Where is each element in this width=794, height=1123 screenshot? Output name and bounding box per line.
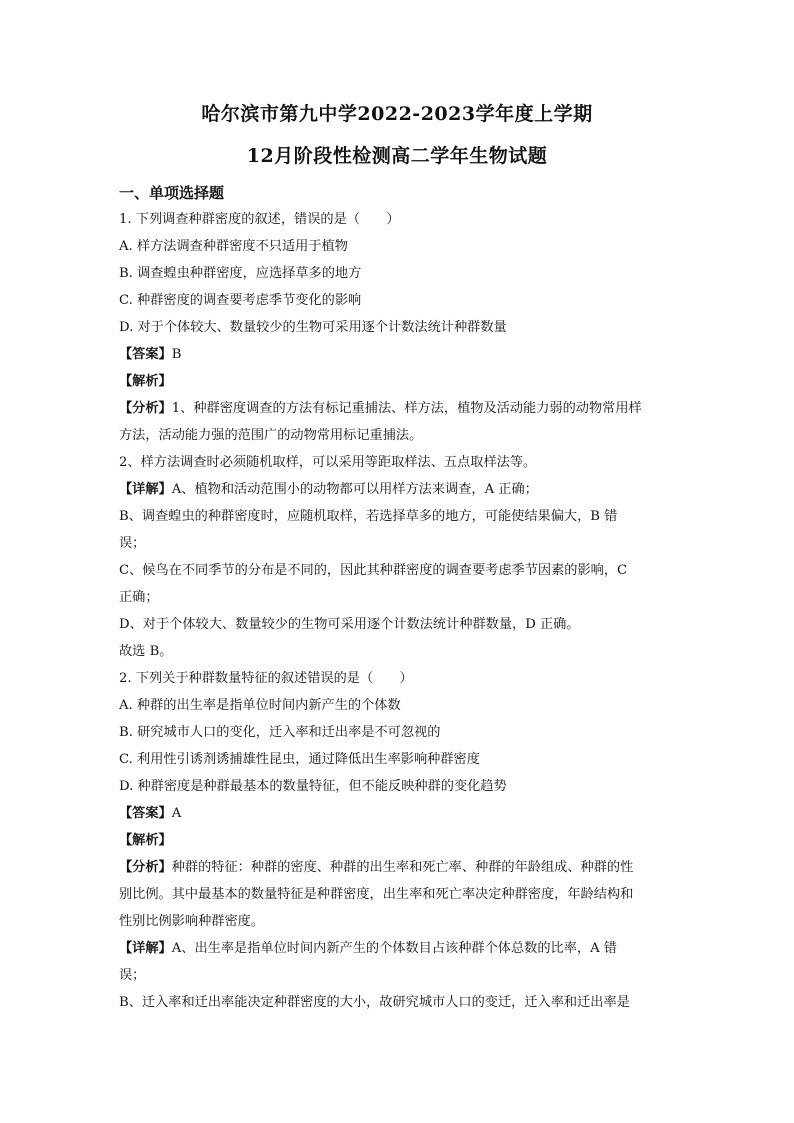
text-line [119,287,664,314]
text-line [119,476,664,503]
line-tag: 【答案】 [119,806,172,821]
text-line [119,557,664,584]
line-text: 1. 下列调查种群密度的叙述，错误的是（ ） [119,212,400,227]
line-tag: 【详解】 [119,941,172,956]
line-text: A [171,806,182,821]
text-line [119,314,664,341]
text-line [119,746,664,773]
line-text: 误； [119,536,146,551]
text-line [119,935,664,962]
line-text: C、候鸟在不同季节的分布是不同的，因此其种群密度的调查要考虑季节因素的影响，C [119,563,628,578]
text-line [119,233,664,260]
line-tag: 【解析】 [119,374,172,389]
line-tag: 【解析】 [119,833,172,848]
line-text: B. 调查蝗虫种群密度，应选择草多的地方 [119,266,362,281]
line-text: A、植物和活动范围小的动物都可以用样方法来调查，A 正确； [171,482,538,497]
text-line [119,827,664,854]
document-title: 哈尔滨市第九中学2022-2023学年度上学期 [201,103,593,125]
document-subtitle: 12月阶段性检测高二学年生物试题 [246,145,548,167]
line-text: 别比例。其中最基本的数量特征是种群密度，出生率和死亡率决定种群密度，年龄结构和 [119,887,634,902]
line-tag: 【分析】 [119,401,172,416]
text-line [119,260,664,287]
text-line [119,206,664,233]
line-text: 2、样方法调查时必须随机取样，可以采用等距取样法、五点取样法等。 [119,455,537,470]
line-text: 故选 B。 [119,644,173,659]
text-line [119,611,664,638]
line-text: B [171,347,182,362]
line-tag: 【答案】 [119,347,172,362]
line-text: 方法，活动能力强的范围广的动物常用标记重捕法。 [119,428,423,443]
text-line [119,638,664,665]
line-text: C. 种群密度的调查要考虑季节变化的影响 [119,293,362,308]
text-line [119,665,664,692]
line-text: A. 样方法调查种群密度不只适用于植物 [119,239,348,254]
line-tag: 【分析】 [119,860,172,875]
text-line [119,881,664,908]
section-heading: 一、单项选择题 [119,184,225,202]
text-line [119,719,664,746]
text-line [119,449,664,476]
line-tag: 【详解】 [119,482,172,497]
line-text: 1、种群密度调查的方法有标记重捕法、样方法，植物及活动能力弱的动物常用样 [171,401,642,416]
line-text: 种群的特征：种群的密度、种群的出生率和死亡率、种群的年龄组成、种群的性 [171,860,634,875]
line-text: 误； [119,968,146,983]
text-line [119,773,664,800]
line-text: B、调查蝗虫的种群密度时，应随机取样，若选择草多的地方，可能使结果偏大，B 错 [119,509,618,524]
text-line [119,584,664,611]
line-text: D. 对于个体较大、数量较少的生物可采用逐个计数法统计种群数量 [119,320,507,335]
text-line [119,341,664,368]
text-line [119,908,664,935]
line-text: C. 利用性引诱剂诱捕雄性昆虫，通过降低出生率影响种群密度 [119,752,480,767]
text-line [119,800,664,827]
line-text: 性别比例影响种群密度。 [119,914,265,929]
text-line [119,989,664,1016]
line-text: 正确； [119,590,159,605]
text-line [119,368,664,395]
line-text: B、迁入率和迁出率能决定种群密度的大小，故研究城市人口的变迁，迁入率和迁出率是 [119,995,630,1010]
text-line [119,962,664,989]
line-text: A. 种群的出生率是指单位时间内新产生的个体数 [119,698,401,713]
document-body [119,206,664,1016]
text-line [119,395,664,422]
text-line [119,422,664,449]
text-line [119,854,664,881]
line-text: A、出生率是指单位时间内新产生的个体数目占该种群个体总数的比率，A 错 [171,941,617,956]
text-line [119,530,664,557]
line-text: 2. 下列关于种群数量特征的叙述错误的是（ ） [119,671,413,686]
line-text: D. 种群密度是种群最基本的数量特征，但不能反映种群的变化趋势 [119,779,507,794]
line-text: D、对于个体较大、数量较少的生物可采用逐个计数法统计种群数量，D 正确。 [119,617,580,632]
text-line [119,692,664,719]
text-line [119,503,664,530]
line-text: B. 研究城市人口的变化，迁入率和迁出率是不可忽视的 [119,725,441,740]
